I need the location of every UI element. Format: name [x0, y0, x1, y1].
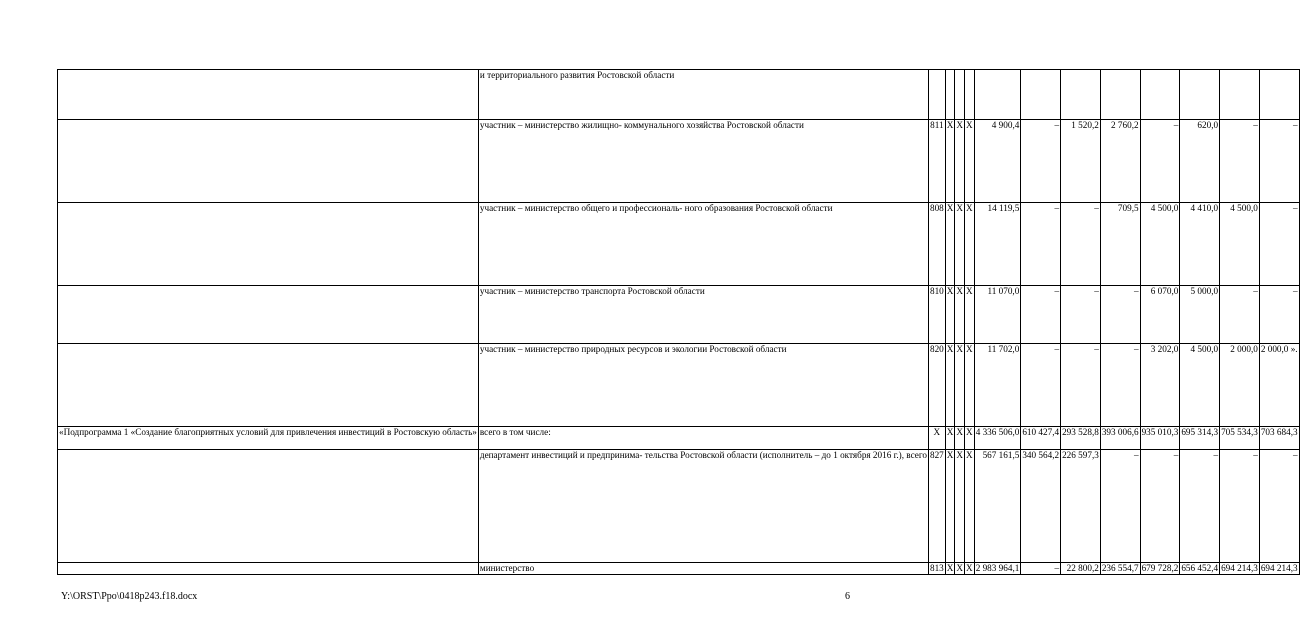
budget-table: [57, 69, 1300, 575]
year-2020-cell: –: [1259, 120, 1299, 203]
year-2020-cell: 703 684,3: [1259, 427, 1299, 450]
year-2014-cell: –: [1021, 120, 1061, 203]
total-cell: 4 336 506,0: [974, 427, 1021, 450]
rzpr-cell: Х: [946, 563, 954, 573]
rzpr-cell: Х: [945, 450, 955, 563]
year-2019-cell: 694 214,3: [1221, 563, 1258, 573]
name-cell: [58, 70, 479, 120]
grbs-cell: 811: [928, 120, 945, 203]
grbs-cell: 808: [928, 203, 945, 286]
csr-cell: [955, 70, 965, 120]
total-cell: 11 070,0: [974, 286, 1021, 344]
grbs-cell: 813: [929, 563, 944, 573]
year-2016-cell: 236 554,7: [1101, 563, 1139, 573]
table-row: [58, 286, 1300, 344]
csr-cell: Х: [955, 344, 965, 427]
year-2016-cell: 709,5: [1100, 203, 1140, 286]
year-2015-cell: 293 528,8: [1061, 427, 1101, 450]
table-row: [58, 563, 1300, 575]
year-2016-cell: 393 006,6: [1100, 427, 1140, 450]
vr-cell: Х: [965, 450, 975, 563]
grbs-cell: [928, 70, 945, 120]
vr-cell: [965, 70, 975, 120]
csr-cell: Х: [955, 450, 965, 563]
table-row: [58, 427, 1300, 450]
year-2019-cell: 2 000,0: [1220, 344, 1260, 427]
responsible-cell: участник – министерство общего и профессиональ- ного образования Ростовской области: [478, 203, 928, 286]
total-cell: 567 161,5: [974, 450, 1021, 563]
vr-cell: Х: [965, 344, 975, 427]
csr-cell: Х: [955, 427, 965, 450]
csr-cell: Х: [955, 120, 965, 203]
table-row: [58, 70, 1300, 120]
csr-cell: Х: [955, 203, 965, 286]
year-2014-cell: 610 427,4: [1021, 427, 1061, 450]
year-2018-cell: 695 314,3: [1180, 427, 1220, 450]
name-cell: [58, 450, 479, 563]
name-cell: [58, 563, 479, 575]
responsible-cell: всего в том числе:: [478, 427, 928, 450]
year-2018-cell: [1180, 70, 1220, 120]
year-2020-cell: –: [1259, 450, 1299, 563]
responsible-cell: участник – министерство природных ресурсов и экологии Ростовской области: [478, 344, 928, 427]
year-2018-cell: 4 410,0: [1180, 203, 1220, 286]
year-2016-cell: [1100, 70, 1140, 120]
year-2016-cell: –: [1100, 344, 1140, 427]
csr-cell: Х: [955, 286, 965, 344]
vr-cell: Х: [965, 286, 975, 344]
year-2014-cell: –: [1021, 344, 1061, 427]
year-2014-cell: 340 564,2: [1021, 450, 1061, 563]
year-2014-cell: –: [1021, 563, 1061, 575]
year-2020-cell: 694 214,3: [1260, 563, 1298, 573]
rzpr-cell: Х: [945, 427, 955, 450]
year-2016-cell: –: [1100, 450, 1140, 563]
year-2017-cell: 935 010,3: [1140, 427, 1180, 450]
grbs-cell: 810: [928, 286, 945, 344]
year-2018-cell: 5 000,0: [1180, 286, 1220, 344]
year-2020-cell: –: [1259, 286, 1299, 344]
responsible-cell: департамент инвестиций и предпринима- тельства Ростовской области (исполнитель – до 1 октября 2016 г.), всего: [478, 450, 928, 563]
year-2017-cell: 679 728,2: [1141, 563, 1179, 573]
total-cell: 2 983 964,1: [975, 563, 1020, 573]
name-cell: [58, 120, 479, 203]
year-2020-cell: [1259, 70, 1299, 120]
grbs-cell: Х: [928, 427, 945, 450]
rzpr-cell: Х: [945, 120, 955, 203]
year-2015-cell: –: [1061, 203, 1101, 286]
year-2015-cell: –: [1061, 286, 1101, 344]
year-2017-cell: –: [1140, 120, 1180, 203]
year-2015-cell: [1061, 70, 1101, 120]
year-2019-cell: –: [1220, 286, 1260, 344]
rzpr-cell: Х: [945, 286, 955, 344]
table-row: [58, 120, 1300, 203]
responsible-cell: министерство: [478, 563, 928, 575]
year-2017-cell: [1140, 70, 1180, 120]
csr-cell: Х: [956, 563, 964, 573]
vr-cell: Х: [965, 120, 975, 203]
year-2018-cell: –: [1180, 450, 1220, 563]
total-cell: [974, 70, 1021, 120]
table-row: [58, 344, 1300, 427]
total-cell: 11 702,0: [974, 344, 1021, 427]
name-cell: «Подпрограмма 1 «Создание благоприятных условий для привлечения инвестиций в Ростовскую область»: [58, 427, 479, 450]
year-2018-cell: 656 452,4: [1181, 563, 1219, 573]
rzpr-cell: Х: [945, 203, 955, 286]
year-2019-cell: 705 534,3: [1220, 427, 1260, 450]
year-2019-cell: [1220, 70, 1260, 120]
year-2017-cell: 4 500,0: [1140, 203, 1180, 286]
year-2014-cell: –: [1021, 286, 1061, 344]
year-2015-cell: 226 597,3: [1061, 450, 1101, 563]
year-2014-cell: [1021, 70, 1061, 120]
table-row: [58, 203, 1300, 286]
name-cell: [58, 203, 479, 286]
footer-page-number: 6: [845, 591, 850, 602]
year-2017-cell: 3 202,0: [1140, 344, 1180, 427]
responsible-cell: участник – министерство жилищно- коммунального хозяйства Ростовской области: [478, 120, 928, 203]
year-2016-cell: 2 760,2: [1100, 120, 1140, 203]
grbs-cell: 820: [928, 344, 945, 427]
footer-file-path: Y:\ORST\Ppo\0418p243.f18.docx: [61, 591, 198, 602]
year-2018-cell: 4 500,0: [1180, 344, 1220, 427]
vr-cell: Х: [966, 563, 973, 573]
year-2015-cell: 1 520,2: [1061, 120, 1101, 203]
year-2019-cell: 4 500,0: [1220, 203, 1260, 286]
year-2017-cell: –: [1140, 450, 1180, 563]
total-cell: 14 119,5: [974, 203, 1021, 286]
responsible-cell: и территориального развития Ростовской области: [478, 70, 928, 120]
rzpr-cell: Х: [945, 344, 955, 427]
year-2017-cell: 6 070,0: [1140, 286, 1180, 344]
year-2019-cell: –: [1220, 450, 1260, 563]
year-2015-cell: –: [1061, 344, 1101, 427]
year-2015-cell: 22 800,2: [1061, 563, 1101, 575]
year-2020-cell: –: [1259, 203, 1299, 286]
year-2019-cell: –: [1220, 120, 1260, 203]
year-2020-cell: 2 000,0 ».: [1259, 344, 1299, 427]
name-cell: [58, 286, 479, 344]
table-row: [58, 450, 1300, 563]
year-2014-cell: –: [1021, 203, 1061, 286]
vr-cell: Х: [965, 203, 975, 286]
vr-cell: Х: [965, 427, 975, 450]
year-2016-cell: –: [1100, 286, 1140, 344]
total-cell: 4 900,4: [974, 120, 1021, 203]
rzpr-cell: [945, 70, 955, 120]
grbs-cell: 827: [928, 450, 945, 563]
name-cell: [58, 344, 479, 427]
year-2018-cell: 620,0: [1180, 120, 1220, 203]
responsible-cell: участник – министерство транспорта Ростовской области: [478, 286, 928, 344]
